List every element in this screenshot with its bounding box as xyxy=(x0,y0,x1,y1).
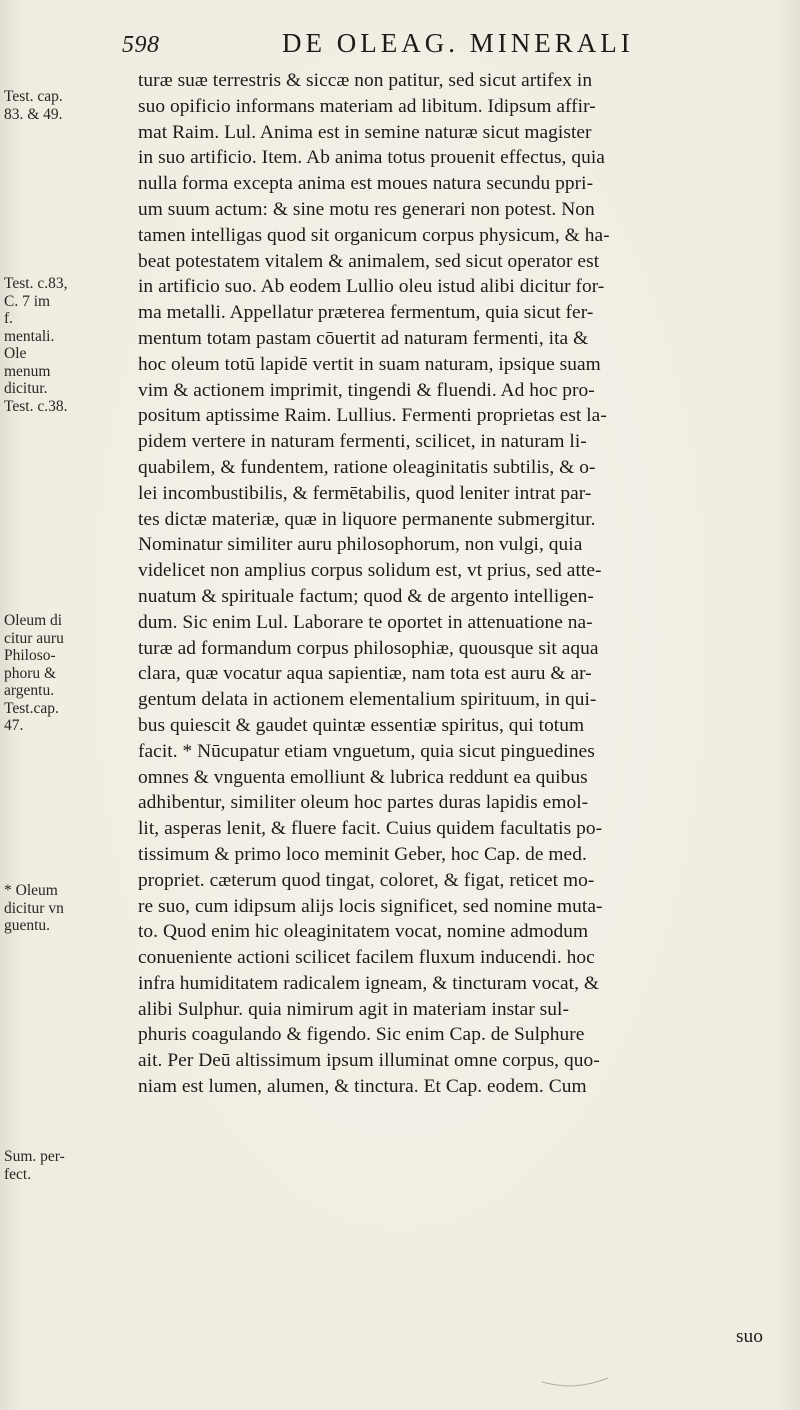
marginal-note xyxy=(4,275,122,415)
marginal-note-line: citur auru xyxy=(4,629,64,647)
text-line: tes dictæ materiæ, quæ in liquore permanente submergitur. xyxy=(138,508,596,530)
marginal-note xyxy=(4,612,122,735)
body-text xyxy=(138,68,780,1100)
text-line: tamen intelligas quod sit organicum corpus physicum, & ha- xyxy=(138,224,610,246)
text-line: quabilem, & fundentem, ratione oleaginitatis subtilis, & o- xyxy=(138,456,596,478)
marginal-note-line: phoru & xyxy=(4,664,57,682)
marginal-note-line: argentu. xyxy=(4,682,55,699)
catchword: suo xyxy=(736,1326,763,1347)
text-line: facit. * Nūcupatur etiam vnguetum, quia sicut pinguedines xyxy=(138,740,595,762)
text-line: suo opificio informans materiam ad libitum. Idipsum affir- xyxy=(138,95,596,117)
text-line: lit, asperas lenit, & fluere facit. Cuius quidem facultatis po- xyxy=(138,818,603,840)
text-line: propriet. cæterum quod tingat, coloret, & figat, reticet mo- xyxy=(138,869,595,891)
marginal-note xyxy=(4,882,122,935)
text-line: niam est lumen, alumen, & tinctura. Et Cap. eodem. Cum xyxy=(138,1076,587,1098)
text-line: bus quiescit & gaudet quintæ essentiæ spiritus, qui totum xyxy=(138,714,585,736)
marginal-note-line: Sum. per- xyxy=(4,1148,65,1165)
text-line: lei incombustibilis, & fermētabilis, quod leniter intrat par- xyxy=(138,482,592,504)
text-line: clara, quæ vocatur aqua sapientiæ, nam tota est auru & ar- xyxy=(138,663,592,685)
marginal-note-line: f. xyxy=(4,310,14,327)
text-line: turæ suæ terrestris & siccæ non patitur, sed sicut artifex in xyxy=(138,70,593,91)
page-number: 598 xyxy=(122,32,160,58)
text-line: Nominatur similiter auru philosophorum, non vulgi, quia xyxy=(138,534,583,556)
text-line: nulla forma excepta anima est moues natura secundu ppri- xyxy=(138,173,594,195)
text-line: tissimum & primo loco meminit Geber, hoc Cap. de med. xyxy=(138,843,587,865)
marginal-note-line: * Oleum xyxy=(4,882,58,899)
marginal-note-line: Philoso- xyxy=(4,647,56,664)
text-line: in artificio suo. Ab eodem Lullio oleu istud alibi dicitur for- xyxy=(138,276,605,298)
text-line: omnes & vnguenta emolliunt & lubrica reddunt ea quibus xyxy=(138,766,588,788)
text-line: nuatum & spirituale factum; quod & de argento intelligen- xyxy=(138,585,594,607)
text-line: videlicet non amplius corpus solidum est, vt prius, sed atte- xyxy=(138,560,602,582)
text-line: alibi Sulphur. quia nimirum agit in materiam instar sul- xyxy=(138,998,569,1020)
marginal-note-line: menum xyxy=(4,362,51,380)
text-line: mat Raim. Lul. Anima est in semine naturæ sicut magister xyxy=(138,121,592,143)
text-line: beat potestatem vitalem & animalem, sed sicut operator est xyxy=(138,250,600,272)
text-line: ma metalli. Appellatur præterea fermentum, quia sicut fer- xyxy=(138,302,594,324)
text-line: hoc oleum totū lapidē vertit in suam naturam, ipsique suam xyxy=(138,353,601,375)
marginal-note-line: Test. cap. xyxy=(4,88,63,105)
ink-smudge xyxy=(536,1360,616,1400)
text-line: um suum actum: & sine motu res generari non potest. Non xyxy=(138,198,595,220)
marginal-note-line: 83. & 49. xyxy=(4,105,63,123)
text-line: in suo artificio. Item. Ab anima totus prouenit effectus, quia xyxy=(138,147,605,169)
text-line: phuris coagulando & figendo. Sic enim Cap. de Sulphure xyxy=(138,1024,585,1046)
text-line: gentum delata in actionem elementalium spirituum, in qui- xyxy=(138,689,597,711)
marginal-note xyxy=(4,88,122,123)
text-line: vim & actionem imprimit, tingendi & fluendi. Ad hoc pro- xyxy=(138,379,595,401)
text-line: infra humiditatem radicalem igneam, & tincturam vocat, & xyxy=(138,972,600,994)
marginal-note-line: dicitur vn xyxy=(4,899,64,917)
marginal-note-line: mentali. xyxy=(4,327,55,345)
marginal-note-line: Test.cap. xyxy=(4,699,59,717)
text-line: mentum totam pastam cōuertit ad naturam fermenti, ita & xyxy=(138,327,589,349)
marginal-note-line: Ole xyxy=(4,345,27,362)
text-line: conueniente actioni scilicet facilem fluxum inducendi. hoc xyxy=(138,947,595,969)
marginal-note-line: Test. c.83, xyxy=(4,275,68,292)
text-line: ait. Per Deū altissimum ipsum illuminat omne corpus, quo- xyxy=(138,1050,600,1072)
text-line: adhibentur, similiter oleum hoc partes duras lapidis emol- xyxy=(138,792,589,814)
marginal-note-line: C. 7 im xyxy=(4,292,51,310)
text-line: to. Quod enim hic oleaginitatem vocat, nomine admodum xyxy=(138,921,589,943)
page-title: DE OLEAG. MINERALI xyxy=(282,28,634,58)
text-line: turæ ad formandum corpus philosophiæ, quousque sit aqua xyxy=(138,637,599,659)
marginal-note-line: Test. c.38. xyxy=(4,397,68,415)
text-line: dum. Sic enim Lul. Laborare te oportet in attenuatione na- xyxy=(138,611,593,633)
running-head xyxy=(112,26,672,62)
marginal-note-line: guentu. xyxy=(4,917,51,934)
text-line: re suo, cum idipsum alijs locis significet, sed nomine muta- xyxy=(138,895,603,917)
marginal-note xyxy=(4,1148,122,1183)
marginal-note-line: Oleum di xyxy=(4,612,63,629)
marginal-note-line: 47. xyxy=(4,717,24,734)
text-line: pidem vertere in naturam fermenti, scilicet, in naturam li- xyxy=(138,431,587,453)
marginal-note-line: dicitur. xyxy=(4,380,48,397)
marginal-note-line: fect. xyxy=(4,1165,32,1183)
text-line: positum aptissime Raim. Lullius. Fermenti proprietas est la- xyxy=(138,405,607,427)
